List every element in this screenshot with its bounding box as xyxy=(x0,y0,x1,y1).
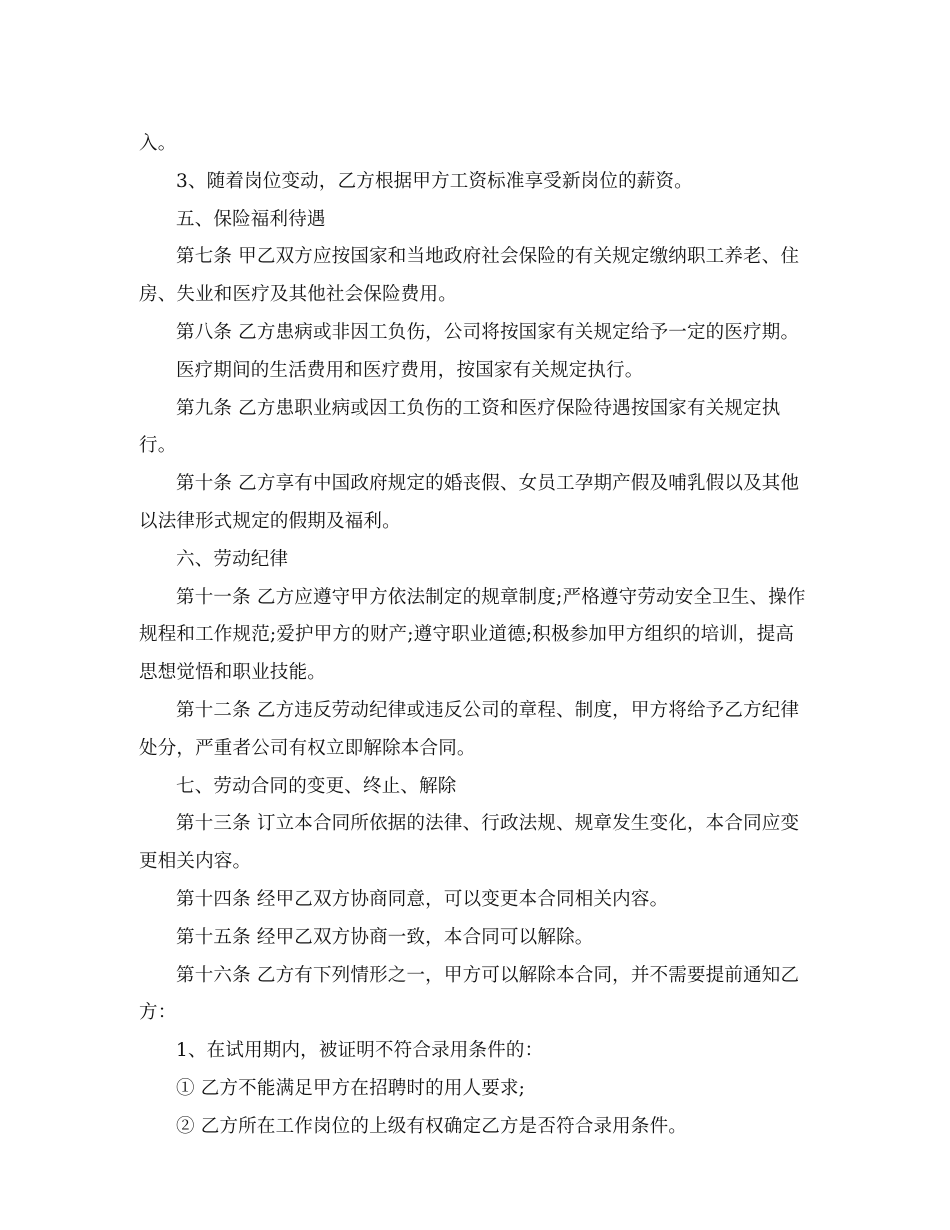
text-line: 1、在试用期内，被证明不符合录用条件的： xyxy=(176,1040,544,1062)
list-item xyxy=(139,1108,799,1146)
text-line: 入。 xyxy=(139,133,177,154)
article-12 xyxy=(139,692,799,768)
text-line: 3、随着岗位变动，乙方根据甲方工资标准享受新岗位的薪资。 xyxy=(176,170,693,192)
text-line: 更相关内容。 xyxy=(139,851,252,873)
text-line: 方： xyxy=(139,1002,177,1024)
list-item xyxy=(139,1032,799,1070)
text-line: 七、劳动合同的变更、终止、解除 xyxy=(176,775,457,797)
text-line: 规程和工作规范;爱护甲方的财产;遵守职业道德;积极参加甲方组织的培训，提高 xyxy=(139,624,795,646)
article-7 xyxy=(139,238,799,314)
text-line: 第十二条 乙方违反劳动纪律或违反公司的章程、制度，甲方将给予乙方纪律 xyxy=(176,699,800,721)
article-11 xyxy=(139,579,806,692)
text-line: 第十五条 经甲乙双方协商一致，本合同可以解除。 xyxy=(176,926,594,948)
article-14 xyxy=(139,881,799,919)
text-line: 医疗期间的生活费用和医疗费用，按国家有关规定执行。 xyxy=(176,359,644,381)
text-line: ② 乙方所在工作岗位的上级有权确定乙方是否符合录用条件。 xyxy=(176,1115,687,1137)
text-line: 思想觉悟和职业技能。 xyxy=(139,662,327,684)
article-9 xyxy=(139,390,799,466)
section-heading xyxy=(139,201,799,239)
text-line: 第八条 乙方患病或非因工负伤，公司将按国家有关规定给予一定的医疗期。 xyxy=(176,321,800,343)
section-heading xyxy=(139,541,799,579)
article-13 xyxy=(139,805,799,881)
paragraph xyxy=(139,125,799,163)
list-item xyxy=(139,1070,799,1108)
section-heading xyxy=(139,768,799,806)
text-line: 五、保险福利待遇 xyxy=(176,208,326,230)
text-line: ① 乙方不能满足甲方在招聘时的用人要求; xyxy=(176,1077,526,1099)
text-line: 第十一条 乙方应遵守甲方依法制定的规章制度;严格遵守劳动安全卫生、操作 xyxy=(176,586,806,608)
text-line: 第九条 乙方患职业病或因工负伤的工资和医疗保险待遇按国家有关规定执 xyxy=(176,397,781,419)
article-8 xyxy=(139,314,799,352)
article-16 xyxy=(139,957,799,1033)
text-line: 房、失业和医疗及其他社会保险费用。 xyxy=(139,284,457,306)
text-line: 第十四条 经甲乙双方协商同意，可以变更本合同相关内容。 xyxy=(176,888,669,910)
article-10 xyxy=(139,465,799,541)
article-15 xyxy=(139,919,799,957)
text-line: 以法律形式规定的假期及福利。 xyxy=(139,510,401,532)
text-line: 行。 xyxy=(139,435,177,457)
text-line: 第七条 甲乙双方应按国家和当地政府社会保险的有关规定缴纳职工养老、住 xyxy=(176,246,800,268)
paragraph xyxy=(139,352,799,390)
text-line: 第十六条 乙方有下列情形之一，甲方可以解除本合同，并不需要提前通知乙 xyxy=(176,964,800,986)
text-line: 第十条 乙方享有中国政府规定的婚丧假、女员工孕期产假及哺乳假以及其他 xyxy=(176,473,800,495)
text-line: 第十三条 订立本合同所依据的法律、行政法规、规章发生变化，本合同应变 xyxy=(176,813,800,835)
paragraph xyxy=(139,163,799,201)
text-line: 处分，严重者公司有权立即解除本合同。 xyxy=(139,737,476,759)
document-body xyxy=(139,125,806,1146)
text-line: 六、劳动纪律 xyxy=(176,548,289,570)
